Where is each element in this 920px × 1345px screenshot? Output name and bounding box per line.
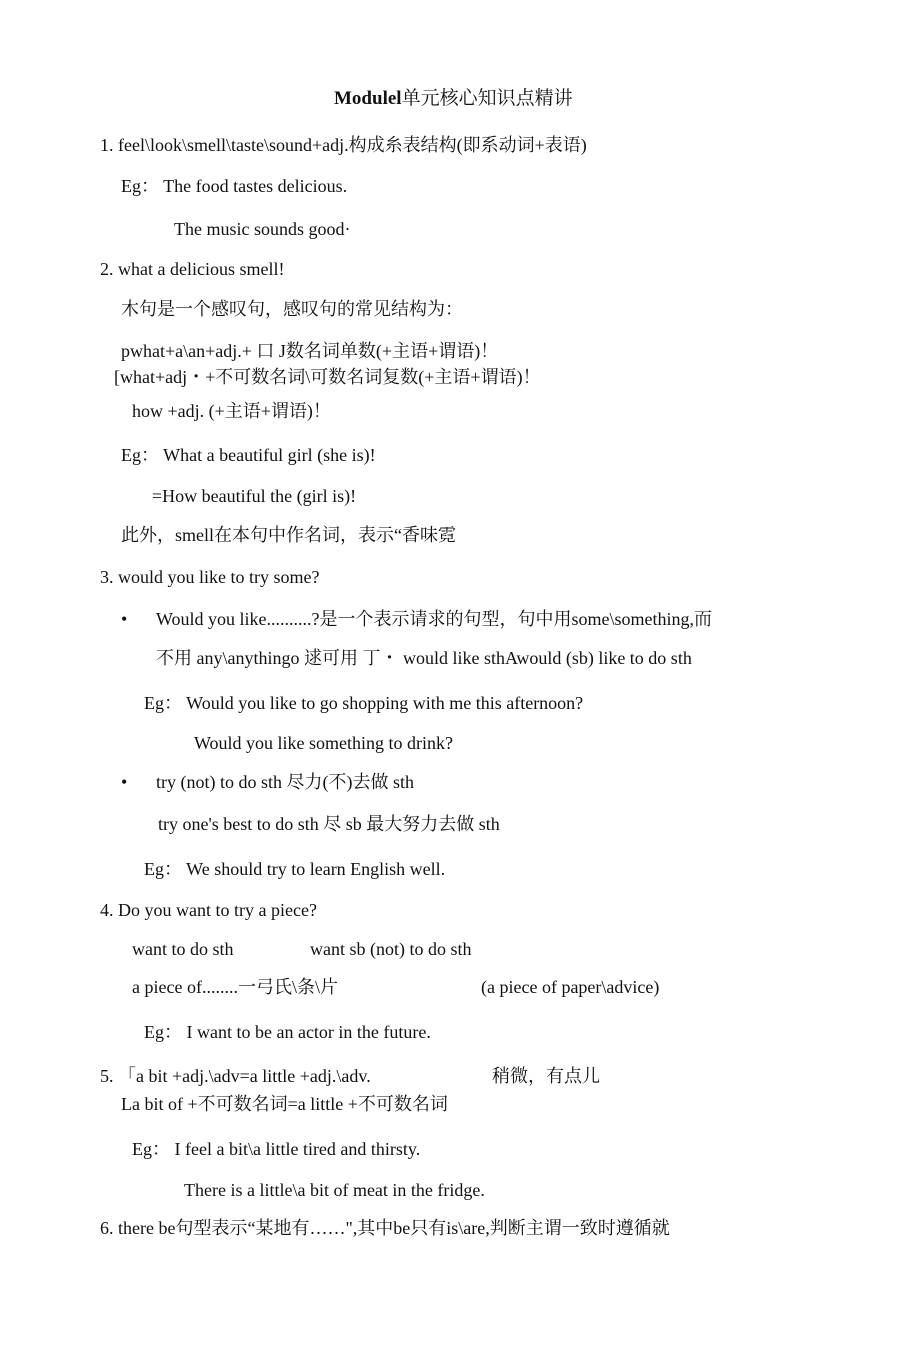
s2-example-1: Eg： What a beautiful girl (she is)! [121, 445, 376, 465]
s3-example-1: Eg： Would you like to go shopping with me this afternoon? [144, 693, 584, 713]
s5-example-1: Eg： I feel a bit\a little tired and thirsty. [132, 1139, 421, 1159]
s3-bullet-2: • [121, 772, 128, 792]
s3-heading: 3. would you like to try some? [100, 567, 320, 587]
s2-intro: 木句是一个感叹句，感叹句的常见结构为： [121, 299, 463, 319]
s5-meaning: 稍微，有点儿 [492, 1066, 600, 1086]
s2-heading: 2. what a delicious smell! [100, 259, 285, 279]
s2-structure-2: [what+adj・+不可数名词\可数名词复数(+主语+谓语)！ [114, 367, 541, 387]
s1-example-1: Eg： The food tastes delicious. [121, 176, 348, 196]
s3-example-3: Eg： We should try to learn English well. [144, 859, 446, 879]
s3-bullet-1-line-2: 不用 any\anythingo 逑可用 丁・ would like sthAwould (sb) like to do sth [156, 648, 692, 668]
title-rest: 单元核心知识点精讲 [401, 88, 573, 109]
s3-bullet-2-line-2: try one's best to do sth 尽 sb 最大努力去做 sth [158, 814, 500, 834]
s5-heading: 5. 「a bit +adj.\adv=a little +adj.\adv. [100, 1066, 371, 1086]
s1-example-2: The music sounds good· [174, 219, 351, 239]
title-bold: Modulel [334, 88, 402, 109]
s5-line-2: La bit of +不可数名词=a little +不可数名词 [121, 1094, 448, 1114]
s2-structure-1: pwhat+a\an+adj.+ 口 J数名词单数(+主语+谓语)！ [121, 341, 499, 361]
s4-piece-example: (a piece of paper\advice) [481, 977, 660, 997]
s4-want-2: want sb (not) to do sth [310, 939, 472, 959]
s6-heading: 6. there be句型表示“某地有……",其中be只有is\are,判断主谓一致时遵循就 [100, 1218, 670, 1238]
s3-bullet-1: • [121, 609, 128, 629]
s1-heading: 1. feel\look\smell\taste\sound+adj.构成糸表结构(即系动词+表语) [100, 135, 587, 155]
s3-bullet-1-line-1: Would you like..........?是一个表示请求的句型，句中用some\something,而 [156, 609, 713, 629]
s3-example-2: Would you like something to drink? [194, 733, 454, 753]
s4-heading: 4. Do you want to try a piece? [100, 900, 317, 920]
s2-structure-3: how +adj. (+主语+谓语)！ [132, 401, 331, 421]
s4-piece: a piece of........一弓氏\条\片 [132, 977, 338, 997]
s4-want-1: want to do sth [132, 939, 234, 959]
s3-bullet-2-line-1: try (not) to do sth 尽力(不)去做 sth [156, 772, 414, 792]
s2-note: 此外，smell在本句中作名词，表示“香味霓 [121, 525, 456, 545]
s5-example-2: There is a little\a bit of meat in the fridge. [184, 1180, 485, 1200]
s4-example: Eg： I want to be an actor in the future. [144, 1022, 431, 1042]
s2-example-2: =How beautiful the (girl is)! [152, 486, 357, 506]
page-title [334, 88, 573, 110]
